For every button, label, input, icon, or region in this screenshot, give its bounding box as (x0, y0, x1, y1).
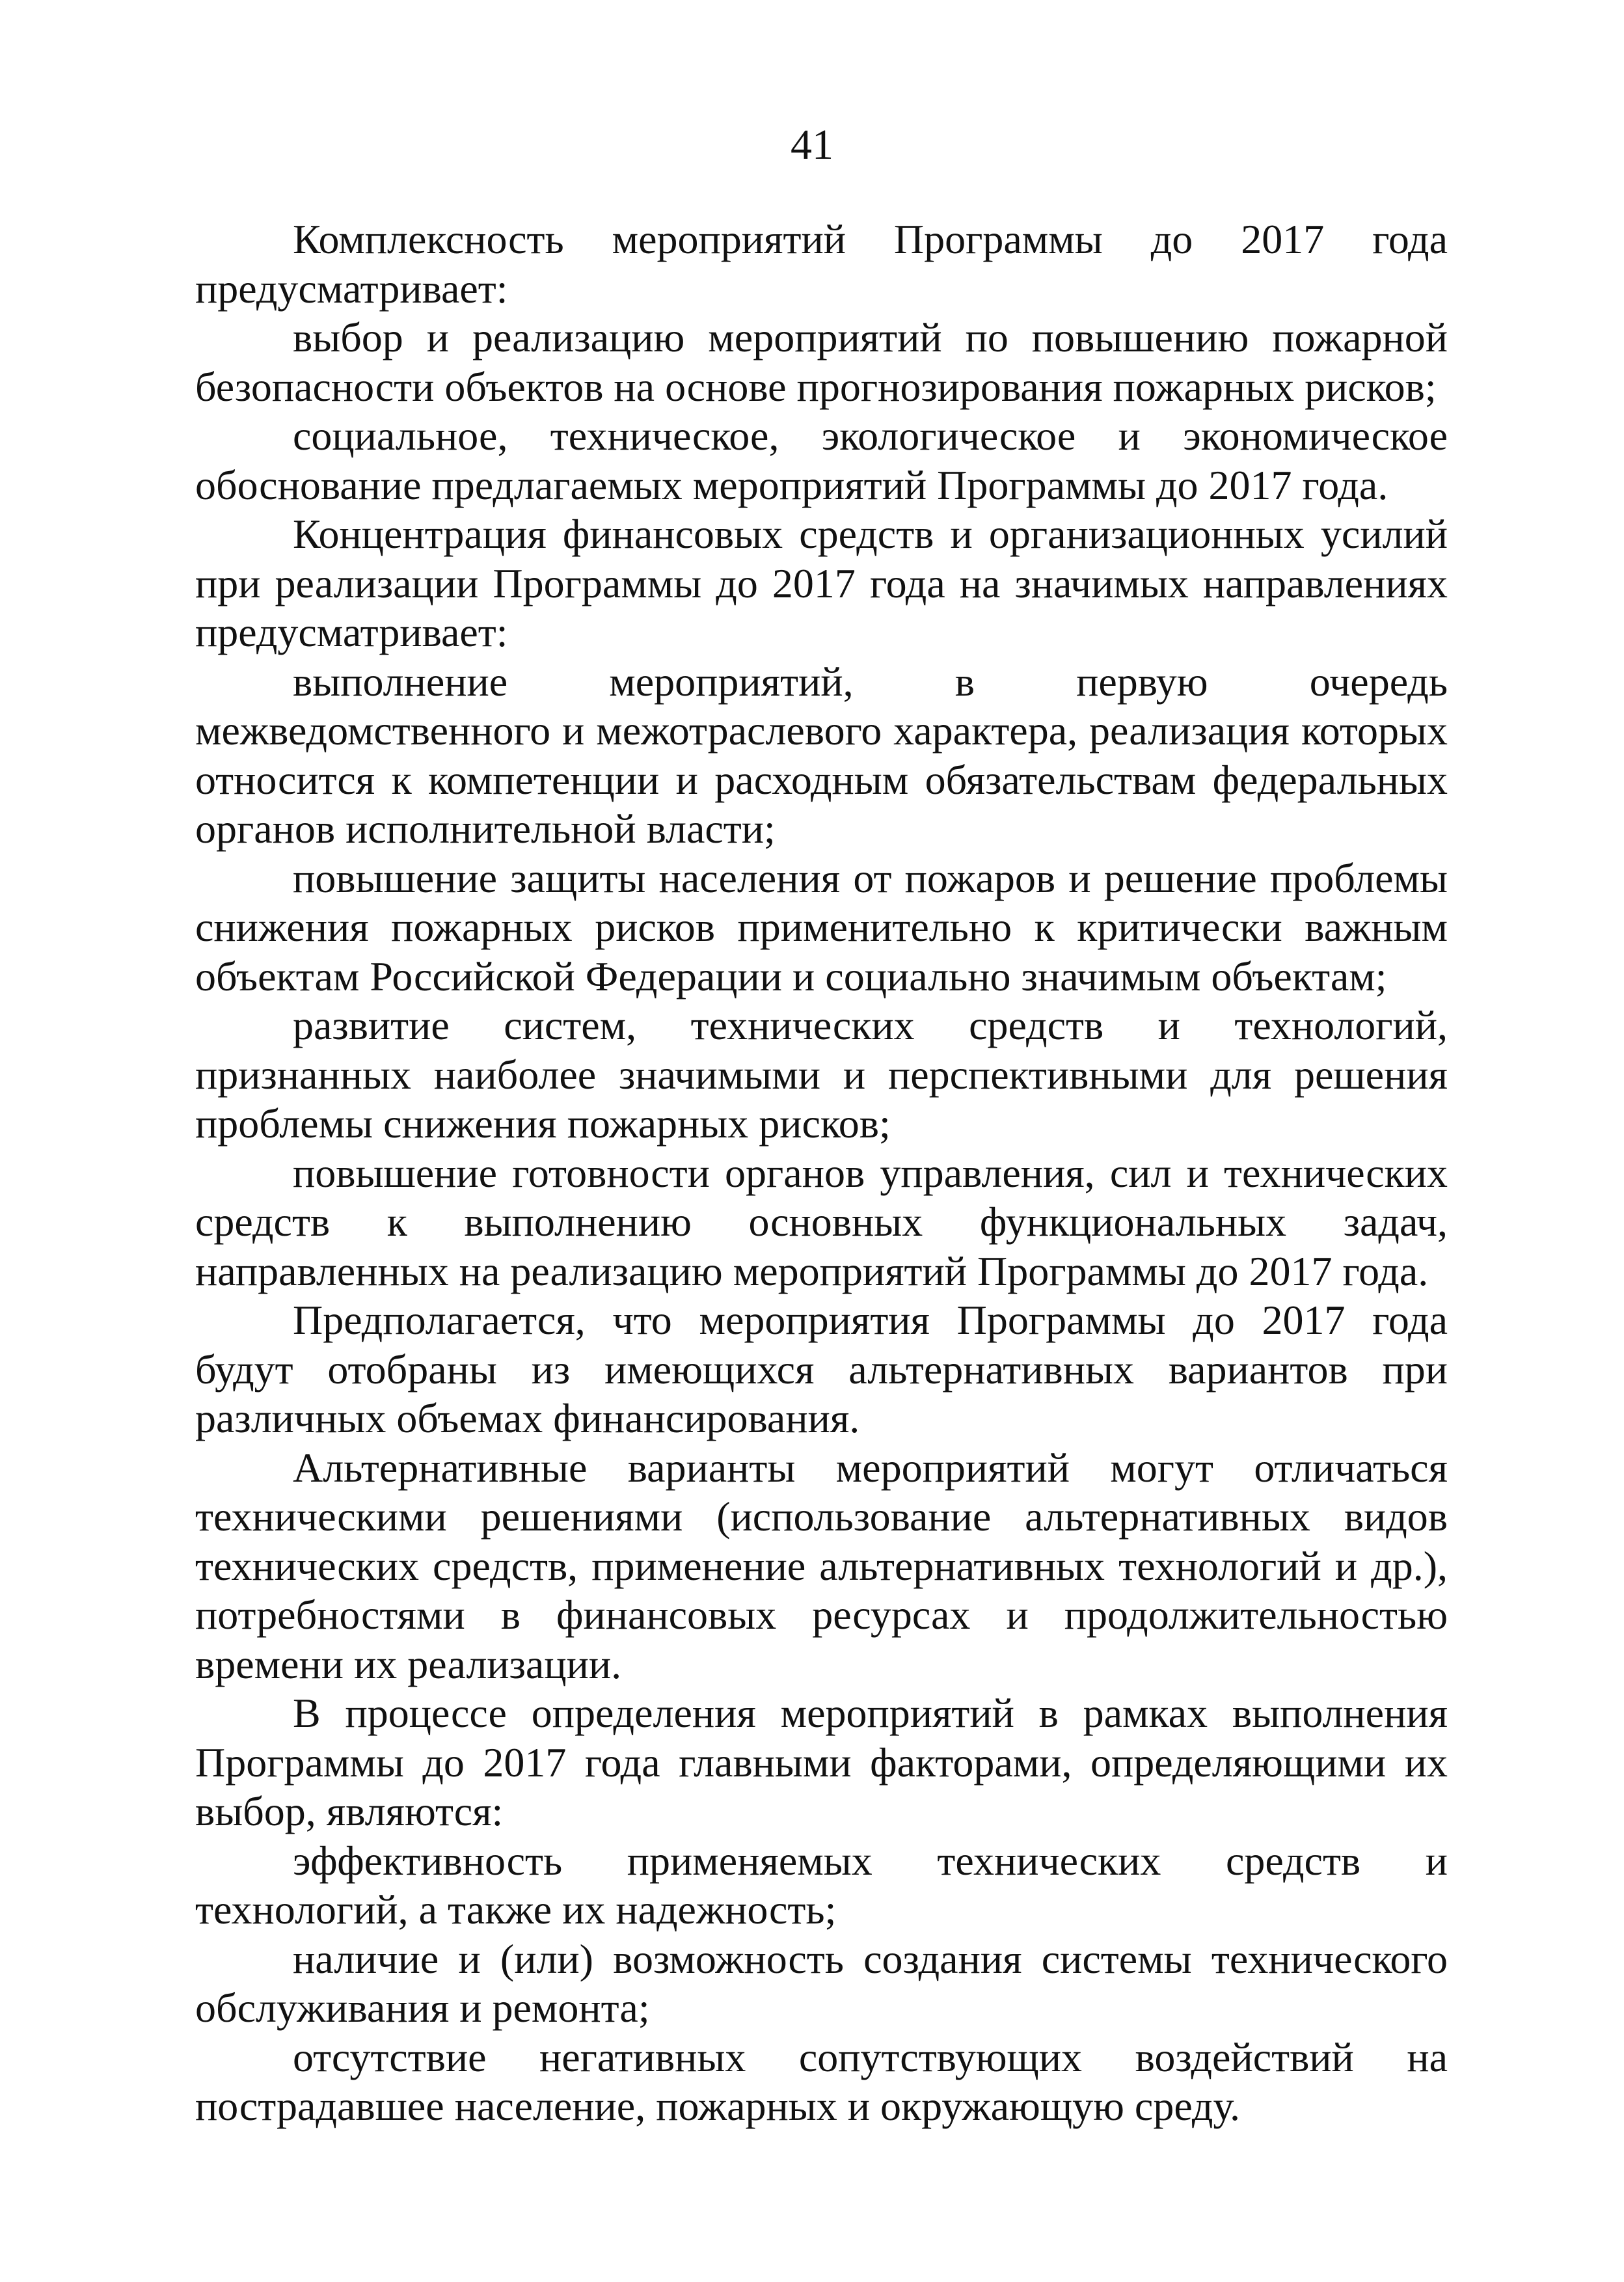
paragraph-interagency-measures: выполнение мероприятий, в первую очередь межведомственного и межотраслевого характера, реализация которых относится к компетенции и расходным обязательствам федеральных органов исполнительной власти; (195, 658, 1448, 852)
paragraph-technology-development: развитие систем, технических средств и технологий, признанных наиболее значимыми и перспективными для решения проблемы снижения пожарных рисков; (195, 1002, 1448, 1147)
paragraph-program-complexity: Комплексность мероприятий Программы до 2017 года предусматривает: (195, 216, 1448, 312)
paragraph-no-negative-impact: отсутствие негативных сопутствующих воздействий на пострадавшее население, пожарных и окружающую среду. (195, 2033, 1448, 2129)
paragraph-main-factors: В процессе определения мероприятий в рамках выполнения Программы до 2017 года главными факторами, определяющими их выбор, являются: (195, 1690, 1448, 1834)
paragraph-alternatives-selection: Предполагается, что мероприятия Программы до 2017 года будут отобраны из имеющихся альтернативных вариантов при различных объемах финансирования. (195, 1297, 1448, 1441)
paragraph-maintenance: наличие и (или) возможность создания системы технического обслуживания и ремонта; (195, 1935, 1448, 2031)
page-number: 41 (791, 121, 833, 169)
paragraph-readiness: повышение готовности органов управления, сил и технических средств к выполнению основных функциональных задач, направленных на реализацию мероприятий Программы до 2017 года. (195, 1149, 1448, 1294)
document-body (195, 215, 1448, 2131)
paragraph-population-protection: повышение защиты населения от пожаров и решение проблемы снижения пожарных рисков применительно к критически важным объектам Российской Федерации и социально значимым объектам; (195, 854, 1448, 999)
paragraph-measure-selection: выбор и реализацию мероприятий по повышению пожарной безопасности объектов на основе прогнозирования пожарных рисков; (195, 314, 1448, 410)
paragraph-concentration-of-funds: Концентрация финансовых средств и организационных усилий при реализации Программы до 2017 года на значимых направлениях предусматривает: (195, 511, 1448, 655)
paragraph-alternative-variants: Альтернативные варианты мероприятий могут отличаться техническими решениями (использование альтернативных видов технических средств, применение альтернативных технологий и др.), потребностями в финансовых ресурсах и продолжительностью времени их реализации. (195, 1444, 1448, 1687)
paragraph-efficiency: эффективность применяемых технических средств и технологий, а также их надежность; (195, 1837, 1448, 1933)
paragraph-justification: социальное, техническое, экологическое и экономическое обоснование предлагаемых мероприятий Программы до 2017 года. (195, 413, 1448, 508)
